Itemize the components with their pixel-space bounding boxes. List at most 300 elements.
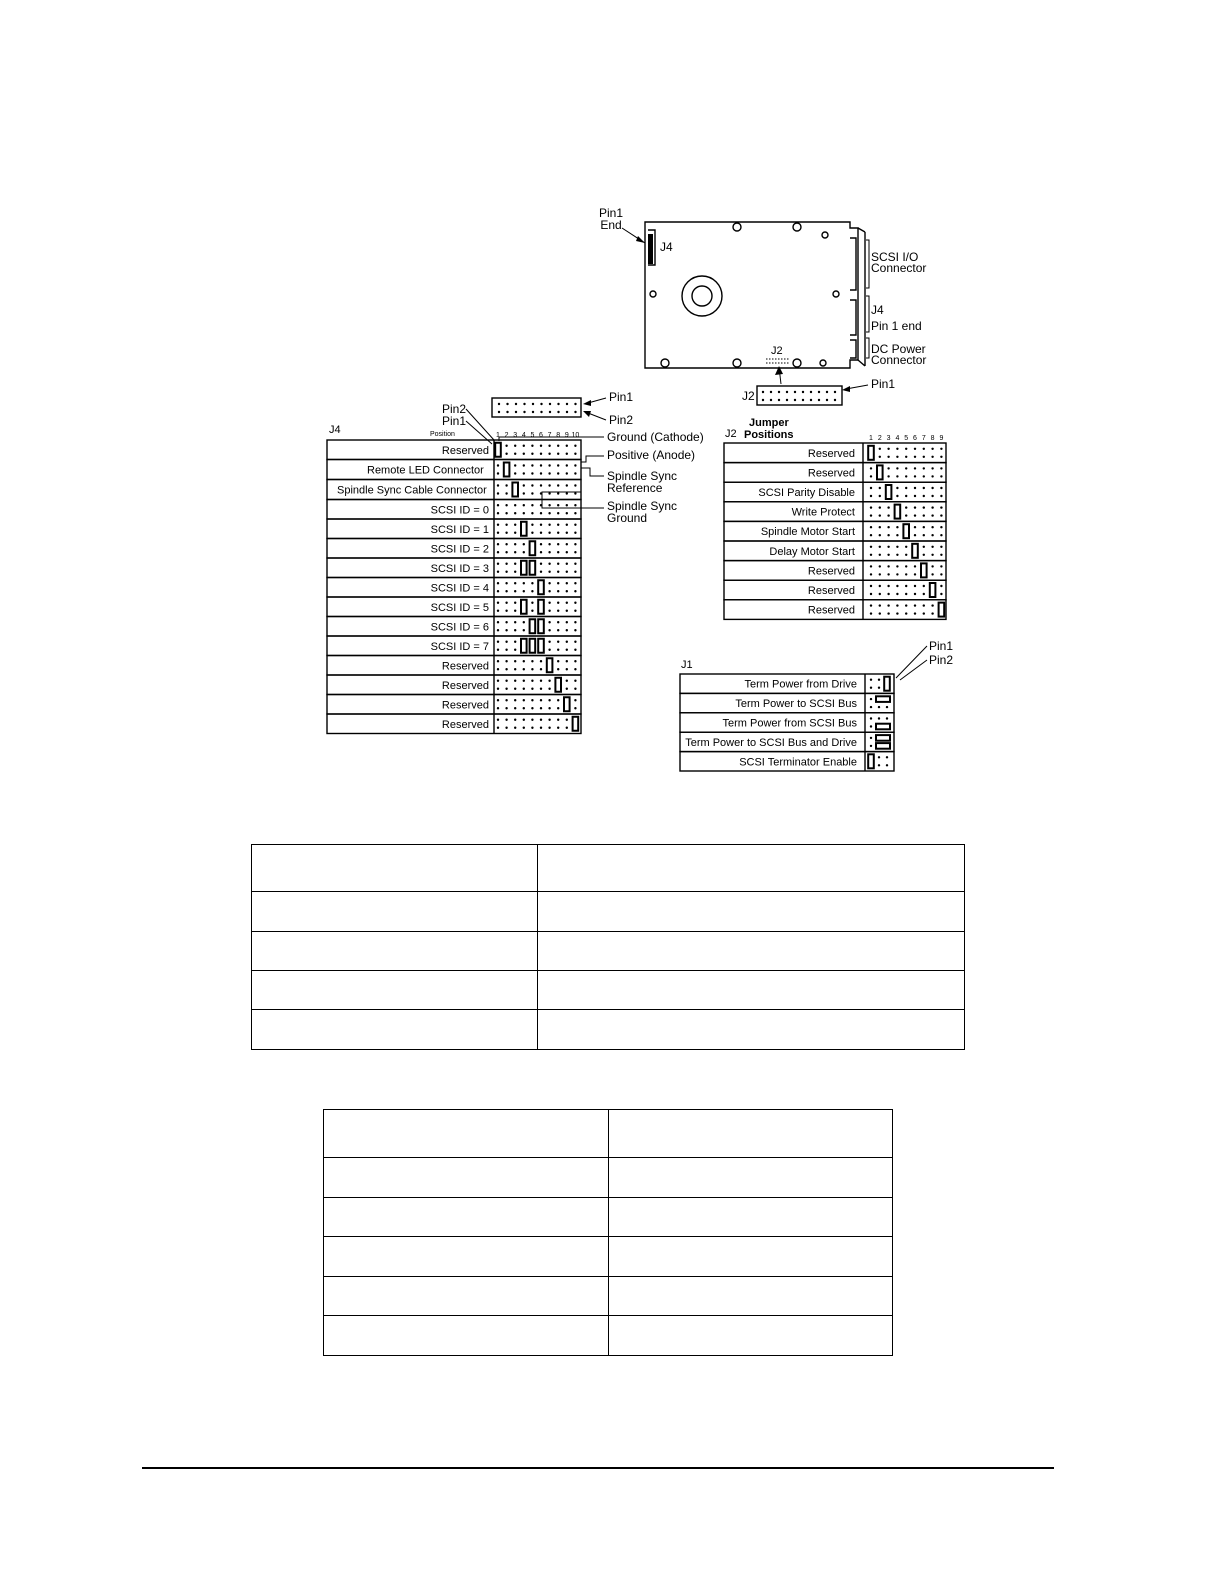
pin-dot	[497, 563, 499, 565]
j4-pin1-end-label-2: Pin 1 end	[871, 319, 922, 333]
table-row	[324, 1237, 893, 1277]
pin-dot	[505, 688, 507, 690]
pin-dot	[523, 445, 525, 447]
jumper	[538, 600, 544, 614]
pin-dot	[514, 464, 516, 466]
pin-dot	[931, 573, 933, 575]
jumper	[939, 603, 945, 617]
position-number: 9	[564, 432, 569, 439]
pin-dot	[574, 680, 576, 682]
spindle-sync-gnd-label-2: Ground	[607, 511, 648, 525]
pin-dot	[557, 602, 559, 604]
pin-dot	[834, 391, 836, 393]
jumper	[930, 583, 936, 597]
pin-dot	[794, 399, 796, 401]
pin-dot	[514, 641, 516, 643]
pin-dot	[896, 448, 898, 450]
pin-dot	[887, 475, 889, 477]
pin-dot	[896, 604, 898, 606]
pin-dot	[523, 699, 525, 701]
pin-dot	[514, 445, 516, 447]
table-row	[324, 1158, 893, 1198]
pin-dot	[870, 698, 872, 700]
spindle-sync-ref-label: Spindle Sync	[607, 469, 678, 483]
pin-dot	[498, 403, 500, 405]
pin-dot	[905, 593, 907, 595]
pin-dot	[931, 495, 933, 497]
pin-dot	[896, 456, 898, 458]
pin-dot	[940, 554, 942, 556]
pin-dot	[531, 610, 533, 612]
drive-j4-connector	[648, 234, 653, 264]
jumper	[573, 717, 579, 731]
pin-dot	[566, 668, 568, 670]
pin-dot	[523, 492, 525, 494]
j2-header-block	[757, 386, 842, 405]
pin-dot	[497, 571, 499, 573]
pin-dot	[940, 565, 942, 567]
pin-dot	[879, 506, 881, 508]
jumper	[895, 505, 901, 519]
pin-dot	[566, 688, 568, 690]
pin-dot	[540, 464, 542, 466]
position-number: 3	[886, 435, 891, 442]
pin-dot	[523, 551, 525, 553]
pin-dot	[566, 582, 568, 584]
pin-dot	[905, 514, 907, 516]
pin-dot	[523, 688, 525, 690]
pin-dot	[557, 563, 559, 565]
position-number: 5	[904, 435, 909, 442]
row-label: Reserved	[441, 679, 489, 692]
pin-dot	[505, 590, 507, 592]
pin-dot	[914, 495, 916, 497]
jumper	[921, 563, 927, 577]
jumper	[521, 561, 527, 575]
pin-dot	[506, 403, 508, 405]
pin-dot	[514, 727, 516, 729]
pin-dot	[557, 641, 559, 643]
row-label: Term Power to SCSI Bus	[735, 698, 857, 711]
pin-dot	[514, 602, 516, 604]
pin-dot	[497, 512, 499, 514]
jumper	[884, 677, 890, 691]
pin-dot	[566, 403, 568, 405]
pin-dot	[497, 524, 499, 526]
pin-dot	[505, 543, 507, 545]
pin-dot	[818, 399, 820, 401]
row-label: Term Power to SCSI Bus and Drive	[685, 736, 857, 749]
pin-dot	[523, 403, 525, 405]
pin-dot	[905, 604, 907, 606]
pin-dot	[497, 660, 499, 662]
pin-dot	[532, 411, 534, 413]
pin-dot	[574, 590, 576, 592]
pin-dot	[896, 585, 898, 587]
pin-dot	[896, 534, 898, 536]
pin-dot	[574, 660, 576, 662]
pin-dot	[870, 506, 872, 508]
pin-dot	[566, 719, 568, 721]
pin-dot	[923, 593, 925, 595]
pin-dot	[557, 464, 559, 466]
pin-dot	[557, 649, 559, 651]
pin-dot	[548, 484, 550, 486]
pin-dot	[778, 399, 780, 401]
pin-dot	[940, 534, 942, 536]
pin-dot	[886, 756, 888, 758]
pin-dot	[923, 585, 925, 587]
pin-dot	[905, 554, 907, 556]
pin-dot	[870, 487, 872, 489]
pin-dot	[531, 688, 533, 690]
pin-dot	[514, 551, 516, 553]
pin-dot	[870, 475, 872, 477]
pin-dot	[514, 543, 516, 545]
pin-dot	[531, 445, 533, 447]
pin-dot	[548, 719, 550, 721]
pin-dot	[931, 475, 933, 477]
pin-dot	[802, 399, 804, 401]
pin-dot	[802, 391, 804, 393]
pin-dot	[905, 448, 907, 450]
pin-dot	[497, 641, 499, 643]
pin-dot	[523, 504, 525, 506]
pin-dot	[515, 411, 517, 413]
row-label: SCSI ID = 0	[430, 504, 489, 517]
jumper	[868, 754, 874, 768]
pin-dot	[574, 512, 576, 514]
pin-dot	[931, 506, 933, 508]
center-pin1: Pin1	[609, 390, 634, 404]
pin-dot	[887, 467, 889, 469]
pin-dot	[514, 660, 516, 662]
jumper	[530, 639, 536, 653]
pin-dot	[557, 504, 559, 506]
pin-dot	[514, 472, 516, 474]
pin-dot	[505, 727, 507, 729]
pin-dot	[548, 590, 550, 592]
pin-dot	[514, 512, 516, 514]
row-label: Delay Motor Start	[769, 545, 855, 558]
pin-dot	[514, 680, 516, 682]
pin-dot	[870, 546, 872, 548]
pin-dot	[505, 571, 507, 573]
pin-dot	[531, 590, 533, 592]
jumper	[512, 483, 518, 497]
pin-dot	[523, 411, 525, 413]
pin-dot	[887, 448, 889, 450]
pin-dot	[540, 512, 542, 514]
positive-anode-label: Positive (Anode)	[607, 448, 696, 462]
pin-dot	[566, 660, 568, 662]
pin-dot	[786, 399, 788, 401]
pin-dot	[548, 512, 550, 514]
pin-dot	[566, 464, 568, 466]
pin-dot	[931, 467, 933, 469]
pin-dot	[879, 612, 881, 614]
pin-dot	[505, 602, 507, 604]
pin-dot	[514, 629, 516, 631]
pin-dot	[770, 391, 772, 393]
pin-dot	[896, 554, 898, 556]
pin-dot	[566, 680, 568, 682]
pin-dot	[931, 514, 933, 516]
pin-dot	[557, 403, 559, 405]
pin-dot	[931, 526, 933, 528]
pin-dot	[870, 565, 872, 567]
pin-dot	[914, 593, 916, 595]
row-label: SCSI ID = 7	[430, 640, 489, 653]
pin-dot	[557, 590, 559, 592]
jumper	[876, 724, 890, 730]
jumper	[868, 446, 874, 460]
position-number: 7	[547, 432, 552, 439]
pin-dot	[914, 604, 916, 606]
pin-dot	[566, 590, 568, 592]
j4-title: J4	[329, 424, 341, 436]
pin-dot	[887, 526, 889, 528]
pin-dot	[887, 585, 889, 587]
pin-dot	[557, 551, 559, 553]
pin-dot	[548, 532, 550, 534]
pin-dot	[879, 546, 881, 548]
position-number: 9	[939, 435, 944, 442]
spindle-sync-ref-label-2: Reference	[607, 481, 663, 495]
pin-dot	[566, 629, 568, 631]
pin-dot	[887, 456, 889, 458]
pin-dot	[566, 602, 568, 604]
j2-header-pin1: Pin1	[871, 377, 896, 391]
row-label: SCSI ID = 5	[430, 601, 489, 614]
drive-j2-label: J2	[771, 345, 783, 357]
pin-dot	[931, 565, 933, 567]
jumper	[903, 524, 909, 538]
pin-dot	[896, 526, 898, 528]
pin-dot	[497, 699, 499, 701]
pin-dot	[531, 492, 533, 494]
pin-dot	[514, 563, 516, 565]
pin-dot	[905, 612, 907, 614]
pin-dot	[878, 679, 880, 681]
pin-dot	[886, 764, 888, 766]
pin-dot	[523, 660, 525, 662]
position-number: 4	[895, 435, 900, 442]
pin-dot	[566, 621, 568, 623]
pin-dot	[531, 660, 533, 662]
pin-dot	[540, 688, 542, 690]
pin-dot	[940, 456, 942, 458]
pin-dot	[574, 464, 576, 466]
pin-dot	[531, 668, 533, 670]
pin-dot	[497, 464, 499, 466]
pin-dot	[574, 641, 576, 643]
pin-dot	[557, 453, 559, 455]
pin-dot	[531, 512, 533, 514]
pin-dot	[914, 467, 916, 469]
row-label: Reserved	[807, 447, 855, 460]
pin-dot	[905, 585, 907, 587]
pin-dot	[557, 512, 559, 514]
pin-dot	[505, 649, 507, 651]
pin-dot	[557, 543, 559, 545]
pin-dot	[497, 551, 499, 553]
pin-dot	[887, 554, 889, 556]
pin-dot	[514, 524, 516, 526]
pin-dot	[531, 524, 533, 526]
pin-dot	[557, 621, 559, 623]
pin-dot	[905, 573, 907, 575]
jumper	[876, 696, 890, 702]
pin-dot	[523, 464, 525, 466]
pin-dot	[497, 621, 499, 623]
pin-dot	[896, 593, 898, 595]
pin-dot	[905, 487, 907, 489]
pin-dot	[540, 680, 542, 682]
pin-dot	[548, 629, 550, 631]
spindle-sync-gnd-label: Spindle Sync	[607, 499, 678, 513]
pin-dot	[914, 456, 916, 458]
pin-dot	[574, 453, 576, 455]
pin-dot	[770, 399, 772, 401]
pin-dot	[940, 448, 942, 450]
pin-dot	[923, 526, 925, 528]
pin-dot	[549, 403, 551, 405]
pin-dot	[887, 565, 889, 567]
pin-dot	[896, 495, 898, 497]
pin-dot	[548, 610, 550, 612]
pin-dot	[574, 492, 576, 494]
pin-dot	[879, 448, 881, 450]
pin-dot	[566, 610, 568, 612]
pin-dot	[514, 621, 516, 623]
pin-dot	[497, 484, 499, 486]
jumper	[886, 485, 892, 499]
pin-dot	[923, 495, 925, 497]
row-label: Write Protect	[791, 506, 855, 519]
blank-table-1	[251, 844, 965, 1050]
table-row	[324, 1110, 893, 1158]
pin-dot	[497, 582, 499, 584]
pin-dot	[914, 573, 916, 575]
pin-dot	[540, 524, 542, 526]
pin-dot	[540, 551, 542, 553]
pin-dot	[923, 506, 925, 508]
pin-dot	[523, 719, 525, 721]
pin-dot	[505, 582, 507, 584]
dc-power-label: DC Power	[871, 342, 926, 356]
position-number: 2	[504, 432, 509, 439]
pin-dot	[540, 707, 542, 709]
pin-dot	[818, 391, 820, 393]
pin-dot	[870, 612, 872, 614]
pin-dot	[794, 391, 796, 393]
pin-dot	[896, 573, 898, 575]
scsi-io-label-2: Connector	[871, 261, 927, 275]
pin-dot	[870, 745, 872, 747]
pin-dot	[931, 534, 933, 536]
pin-dot	[497, 719, 499, 721]
row-label: Reserved	[807, 604, 855, 617]
drive-j2-connector	[766, 359, 790, 363]
row-label: Spindle Sync Cable Connector	[337, 484, 487, 497]
jumper	[504, 463, 510, 477]
pin-dot	[557, 610, 559, 612]
pin-dot	[870, 593, 872, 595]
pin-dot	[574, 551, 576, 553]
pin-dot	[566, 411, 568, 413]
jumper	[877, 465, 883, 479]
pin-dot	[497, 680, 499, 682]
row-label: Term Power from Drive	[744, 678, 857, 691]
pin-dot	[778, 391, 780, 393]
pin-dot	[566, 532, 568, 534]
position-number: 8	[556, 432, 561, 439]
pin-dot	[523, 668, 525, 670]
j4-position-label: Position	[430, 431, 455, 438]
pin-dot	[923, 546, 925, 548]
pin-dot	[505, 551, 507, 553]
pin-dot	[879, 526, 881, 528]
pin-dot	[557, 571, 559, 573]
pin-dot	[940, 467, 942, 469]
position-number: 6	[913, 435, 917, 442]
pin-dot	[574, 524, 576, 526]
pin-dot	[566, 727, 568, 729]
pin-dot	[557, 699, 559, 701]
position-number: 5	[530, 432, 535, 439]
pin-dot	[896, 487, 898, 489]
pin-dot	[940, 526, 942, 528]
pin-dot	[914, 514, 916, 516]
pin-dot	[557, 445, 559, 447]
position-number: 6	[539, 432, 543, 439]
pin-dot	[574, 649, 576, 651]
pin-dot	[505, 610, 507, 612]
position-number: 3	[513, 432, 518, 439]
pin-dot	[870, 467, 872, 469]
pin-dot	[923, 554, 925, 556]
pin-dot	[878, 687, 880, 689]
row-label: SCSI Terminator Enable	[739, 756, 857, 769]
pin-dot	[531, 719, 533, 721]
row-label: Reserved	[807, 585, 855, 597]
pin-dot	[540, 563, 542, 565]
pin-dot	[548, 621, 550, 623]
pin-dot	[505, 629, 507, 631]
pin-dot	[523, 512, 525, 514]
pin-dot	[887, 534, 889, 536]
pin-dot	[548, 582, 550, 584]
jumper	[538, 619, 544, 633]
row-label: Term Power from SCSI Bus	[722, 717, 857, 730]
pin-dot	[497, 668, 499, 670]
row-label: SCSI ID = 1	[430, 523, 489, 536]
pin-dot	[548, 504, 550, 506]
pin-dot	[548, 727, 550, 729]
table-row	[252, 845, 965, 892]
drive-pin1-end-label-2: End	[600, 218, 622, 232]
pin-dot	[870, 679, 872, 681]
pin-dot	[505, 453, 507, 455]
jumper	[521, 600, 527, 614]
footer-rule	[142, 1467, 1054, 1469]
pin-dot	[905, 475, 907, 477]
row-label: Remote LED Connector	[367, 464, 484, 477]
pin-dot	[896, 467, 898, 469]
pin-dot	[914, 448, 916, 450]
pin-dot	[505, 707, 507, 709]
